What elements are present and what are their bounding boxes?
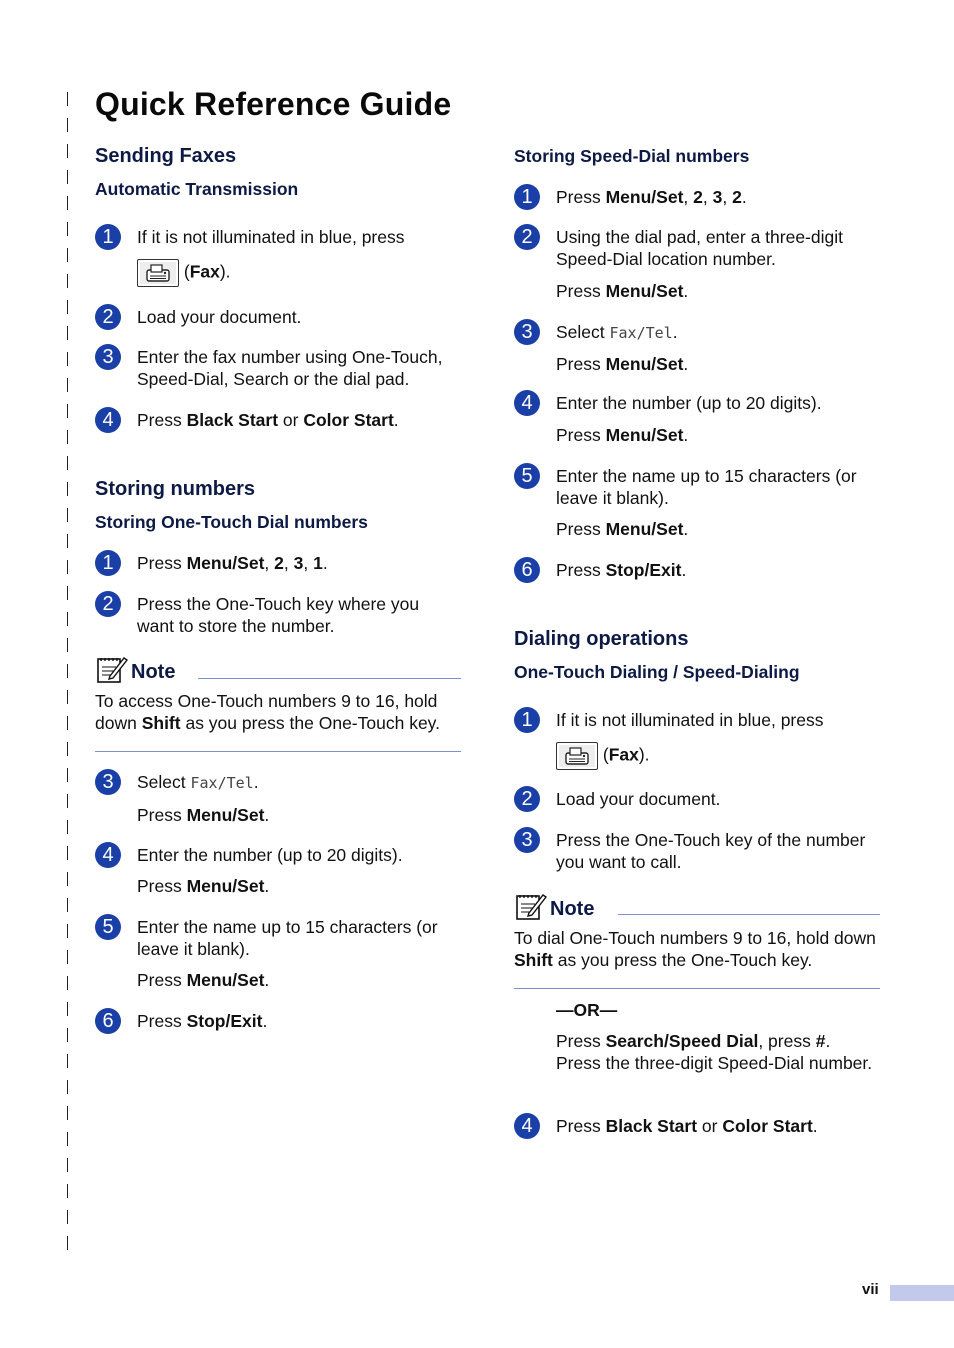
note-text: To dial One-Touch numbers 9 to 16, hold down Shift as you press the One-Touch key.: [514, 928, 876, 970]
fax-button-icon: [556, 742, 598, 770]
step-text: Enter the name up to 15 characters (or leave it blank). Press Menu/Set.: [556, 466, 857, 539]
step-number-badge: 3: [514, 827, 540, 853]
note-pencil-icon: [96, 654, 128, 684]
page-number: vii: [862, 1281, 879, 1298]
step-number-badge: 4: [95, 407, 121, 433]
step-text: Press Stop/Exit.: [556, 560, 687, 580]
step-number-badge: 4: [514, 390, 540, 416]
section-heading-sending-faxes: Sending Faxes: [95, 145, 237, 167]
page-title: Quick Reference Guide: [95, 86, 452, 122]
note-end-rule: [95, 751, 461, 752]
step-text: Press Menu/Set, 2, 3, 2.: [556, 187, 747, 207]
page-tab-bar: [890, 1285, 954, 1301]
step-number-badge: 6: [514, 557, 540, 583]
step-text: Enter the fax number using One-Touch, Speed-Dial, Search or the dial pad.: [137, 347, 443, 389]
step-text: Press the One-Touch key of the number you want to call.: [556, 830, 866, 872]
step-text: Select Fax/Tel. Press Menu/Set.: [556, 322, 689, 374]
step-number-badge: 3: [95, 344, 121, 370]
step-text: Using the dial pad, enter a three-digit Speed-Dial location number. Press Menu/Set.: [556, 227, 843, 301]
step-number-badge: 3: [514, 319, 540, 345]
note-label: Note: [550, 898, 595, 920]
step-text: Press the One-Touch key where you want to store the number.: [137, 594, 420, 636]
step-number-badge: 6: [95, 1008, 121, 1034]
step-text: Enter the number (up to 20 digits). Press Menu/Set.: [137, 845, 403, 896]
note-text: To access One-Touch numbers 9 to 16, hold down Shift as you press the One-Touch key.: [95, 691, 440, 733]
note-rule: [198, 678, 461, 679]
fax-button-icon: [137, 259, 179, 287]
cut-guide-line: [67, 92, 68, 1258]
step-number-badge: 5: [514, 463, 540, 489]
step-text: Enter the number (up to 20 digits). Press Menu/Set.: [556, 393, 822, 445]
step-text: If it is not illuminated in blue, press (Fax).: [556, 709, 896, 770]
step-number-badge: 4: [95, 842, 121, 868]
fax-label: Fax: [608, 744, 639, 765]
section-heading-dialing-operations: Dialing operations: [514, 628, 689, 650]
note-end-rule: [514, 988, 880, 989]
step-text: Load your document.: [556, 789, 721, 809]
step-number-badge: 4: [514, 1113, 540, 1139]
section-heading-storing-numbers: Storing numbers: [95, 478, 256, 500]
step-number-badge: 5: [95, 914, 121, 940]
step-number-badge: 1: [95, 224, 121, 250]
step-number-badge: 1: [514, 707, 540, 733]
alt-instruction-text: Press Search/Speed Dial, press #. Press the three-digit Speed-Dial number.: [556, 1031, 873, 1073]
step-text: Enter the name up to 15 characters (or leave it blank). Press Menu/Set.: [137, 917, 438, 990]
subheading-one-touch-speed-dialing: One-Touch Dialing / Speed-Dialing: [514, 662, 800, 682]
step-text: Select Fax/Tel. Press Menu/Set.: [137, 772, 270, 825]
step-number-badge: 2: [514, 224, 540, 250]
step-text: If it is not illuminated in blue, press: [137, 227, 405, 247]
step-text: Press Black Start or Color Start.: [137, 410, 399, 430]
step-number-badge: 2: [95, 304, 121, 330]
step-number-badge: 2: [95, 591, 121, 617]
subheading-automatic-transmission: Automatic Transmission: [95, 179, 299, 199]
step-text: Press Menu/Set, 2, 3, 1.: [137, 553, 328, 573]
step-text: Press Stop/Exit.: [137, 1011, 268, 1031]
or-divider-text: —OR—: [556, 1000, 618, 1020]
step-number-badge: 3: [95, 769, 121, 795]
note-rule: [618, 914, 880, 915]
step-number-badge: 1: [95, 550, 121, 576]
note-pencil-icon: [515, 891, 547, 921]
subheading-speed-dial: Storing Speed-Dial numbers: [514, 146, 750, 166]
step-number-badge: 2: [514, 786, 540, 812]
step-number-badge: 1: [514, 184, 540, 210]
fax-label: Fax: [189, 261, 220, 282]
subheading-one-touch-dial: Storing One-Touch Dial numbers: [95, 512, 368, 532]
step-text: Press Black Start or Color Start.: [556, 1116, 818, 1136]
step-text: Load your document.: [137, 307, 302, 327]
note-label: Note: [131, 661, 176, 683]
